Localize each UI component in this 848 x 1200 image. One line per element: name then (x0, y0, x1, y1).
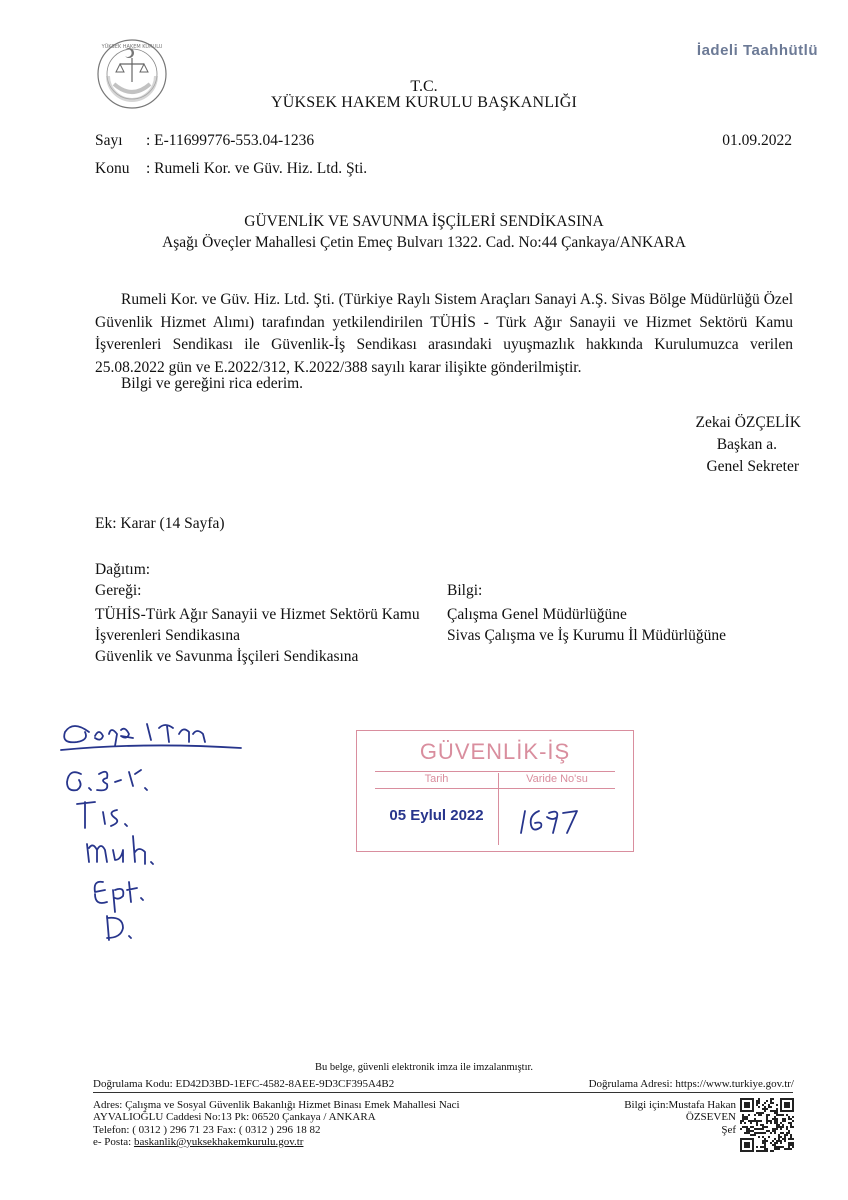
info-label: Bilgi: (447, 582, 483, 599)
reference-number: : E-11699776-553.04-1236 (146, 132, 315, 149)
list-item: Güvenlik ve Savunma İşçileri Sendikasına (95, 648, 359, 665)
list-item: TÜHİS-Türk Ağır Sanayii ve Hizmet Sektörü Kamu (95, 606, 420, 623)
document-date: 01.09.2022 (722, 132, 792, 149)
email-label: e- Posta: (93, 1136, 134, 1148)
contact-person-title: Şef (721, 1124, 736, 1136)
header-organization: YÜKSEK HAKEM KURULU BAŞKANLIĞI (271, 94, 577, 111)
list-item: Sivas Çalışma ve İş Kurumu İl Müdürlüğüne (447, 627, 726, 644)
stamp-label-rule (499, 788, 615, 789)
list-item: Çalışma Genel Müdürlüğüne (447, 606, 627, 623)
stamp-title: GÜVENLİK-İŞ (419, 739, 571, 764)
contact-person-label: Bilgi için:Mustafa Hakan (624, 1099, 736, 1111)
stamp-divider (375, 771, 615, 772)
distribution-title: Dağıtım: (95, 561, 151, 578)
handwritten-note (55, 712, 245, 942)
action-label: Gereği: (95, 582, 142, 599)
stamp-date: 05 Eylul 2022 (389, 807, 484, 824)
contact-person-surname: ÖZSEVEN (685, 1111, 736, 1123)
footer-phone: Telefon: ( 0312 ) 296 71 23 Fax: ( 0312 ) 296 18 82 (93, 1124, 321, 1136)
received-stamp (356, 730, 634, 852)
stamp-number-label: Varide No'su (526, 773, 588, 785)
esign-notice: Bu belge, güvenli elektronik imza ile imzalanmıştır. (314, 1062, 534, 1073)
stamp-date-label: Tarih (424, 773, 449, 785)
body-closing: Bilgi ve gereğini rica ederim. (121, 375, 304, 392)
signatory-name: Zekai ÖZÇELİK (695, 414, 801, 431)
header-tc: T.C. (410, 78, 438, 95)
footer-address-line2: AYVALIOĞLU Caddesi No:13 Pk: 06520 Çankaya / ANKARA (93, 1111, 376, 1123)
body-paragraph: Rumeli Kor. ve Güv. Hiz. Ltd. Şti. (Türkiye Raylı Sistem Araçları Sanayi A.Ş. Sivas Bölge Müdürlüğü Özel Güvenlik Hizmet Alımı) tarafından yetkilendirilen TÜHİS - Türk Ağır Sanayii ve Hizmet Sektörü Kamu İşverenleri Sendikası ile Güvenlik-İş Sendikası arasındaki uyuşmazlık hakkında Kurulumuzca verilen 25.08.2022 gün ve E.2022/312, K.2022/388 sayılı karar ilişikte gönderilmiştir. (95, 291, 793, 376)
footer-divider (93, 1092, 793, 1093)
recipient-address: Aşağı Öveçler Mahallesi Çetin Emeç Bulvarı 1322. Cad. No:44 Çankaya/ANKARA (162, 234, 686, 251)
recipient-name: GÜVENLİK VE SAVUNMA İŞÇİLERİ SENDİKASINA (244, 213, 604, 230)
attachment-line: Ek: Karar (14 Sayfa) (95, 515, 225, 532)
stamp-label-rule (375, 788, 498, 789)
registered-mail-stamp: İadeli Taahhütlü (696, 42, 818, 59)
qr-code (740, 1098, 794, 1152)
action-recipients (95, 604, 455, 667)
verification-code: Doğrulama Kodu: ED42D3BD-1EFC-4582-8AEE-9D3CF395A4B2 (93, 1078, 395, 1090)
list-item: İşverenleri Sendikasına (95, 627, 241, 644)
reference-label: Sayı (95, 132, 123, 149)
seal-text: YÜKSEK HAKEM KURULU (101, 44, 163, 50)
footer-address-line1: Adres: Çalışma ve Sosyal Güvenlik Bakanlığı Hizmet Binası Emek Mahallesi Naci (93, 1099, 460, 1111)
subject-label: Konu (95, 160, 130, 177)
subject-value: : Rumeli Kor. ve Güv. Hiz. Ltd. Şti. (146, 160, 368, 177)
verification-address: Doğrulama Adresi: https://www.turkiye.gov.tr/ (588, 1078, 794, 1090)
footer-email-line (93, 1136, 303, 1149)
signatory-position: Genel Sekreter (706, 458, 799, 475)
info-recipients (447, 604, 807, 646)
email-link[interactable]: baskanlik@yuksekhakemkurulu.gov.tr (133, 1136, 304, 1148)
signatory-title: Başkan a. (716, 436, 777, 453)
stamp-number-handwritten (517, 805, 587, 839)
